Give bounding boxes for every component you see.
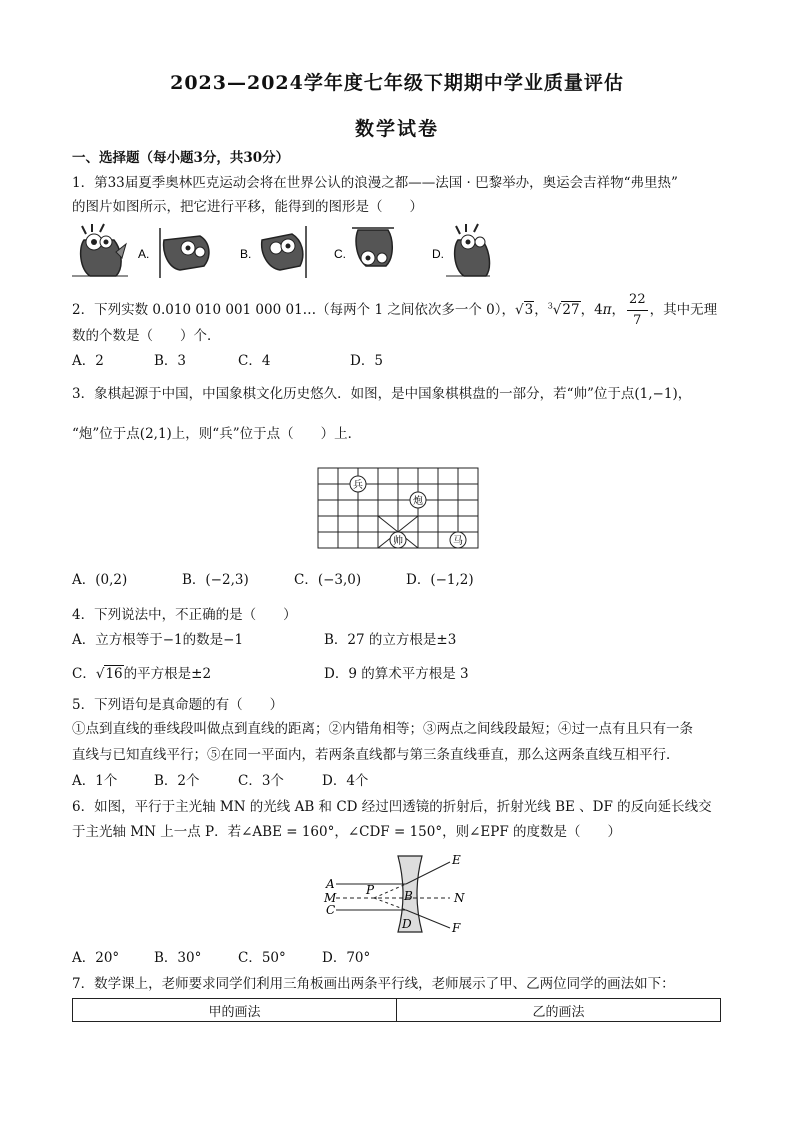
q4-option-c-suffix: 的平方根是±2 (123, 666, 212, 682)
q1-option-d-label: D. (432, 247, 444, 261)
q3-option-d: D．(−1,2) (406, 572, 474, 588)
q5-option-b: B．2个 (154, 773, 200, 789)
q5-option-c: C．3个 (238, 773, 284, 789)
q2-line2: 数的个数是（ ）个． (72, 328, 221, 344)
exam-title: 2023—2024学年度七年级下期期中学业质量评估 (170, 72, 624, 94)
label-c: C (326, 903, 336, 917)
q3-line2: “炮”位于点(2,1)上，则“兵”位于点（ ）上． (72, 426, 362, 442)
q4-option-c-radicand: 16 (105, 666, 123, 682)
q1-option-a-label: A. (138, 247, 150, 261)
mascot-option-d-icon (446, 224, 490, 276)
q6-line1: 6．如图，平行于主光轴 MN 的光线 AB 和 CD 经过凹透镜的折射后，折射光线 BE 、DF 的反向延长线交 (72, 799, 712, 815)
label-n: N (454, 891, 465, 905)
q4-option-d: D．9 的算术平方根是 3 (324, 666, 469, 682)
q6-option-c: C．50° (238, 950, 286, 966)
bing-label: 兵 (353, 480, 363, 491)
q1-option-b-label: B. (240, 247, 252, 261)
q2-option-c: C．4 (238, 353, 271, 369)
q6-option-a: A．20° (72, 950, 120, 966)
q1-option-c-label: C. (334, 247, 346, 261)
chess-board-figure (316, 466, 482, 552)
label-d: D (402, 917, 412, 931)
table-header-jia: 甲的画法 (73, 999, 397, 1022)
table-row (73, 999, 721, 1022)
q5-options (72, 771, 368, 791)
exam-subtitle: 数学试卷 (354, 118, 439, 140)
q2-text-b: ，其中无理 (649, 302, 718, 318)
label-b: B (404, 889, 413, 903)
q3-option-b: B．(−2,3) (182, 572, 249, 588)
q5-option-d: D．4个 (322, 773, 369, 789)
table-header-yi: 乙的画法 (397, 999, 721, 1022)
q7-stem: 7．数学课上，老师要求同学们利用三角板画出两条平行线，老师展示了甲、乙两位同学的画法如下： (72, 976, 675, 992)
q2-option-a: A．2 (72, 353, 104, 369)
q2-frac-num: 22 (627, 290, 648, 311)
chess-piece-shuai (390, 532, 406, 548)
q6-line2: 于主光轴 MN 上一点 P．若∠ABE = 160°，∠CDF = 150°，则∠EPF 的度数是（ ） (72, 824, 621, 840)
q3-option-a: A．(0,2) (72, 572, 128, 588)
q2-text-a: 2．下列实数 0.010 010 001 000 01…（每两个 1 之间依次多一个 0）， (72, 302, 515, 318)
section-heading: 一、选择题（每小题3分，共30分） (72, 150, 290, 166)
pao-label: 炮 (413, 496, 423, 507)
q2-sep2: ，4 (580, 302, 603, 318)
label-e: E (452, 853, 461, 867)
q5-stem: 5．下列语句是真命题的有（ ） (72, 697, 284, 713)
q3-option-c: C．(−3,0) (294, 572, 362, 588)
label-m: M (324, 891, 337, 905)
mascot-option-a-icon (160, 228, 209, 278)
q2-cbrt-index: 3 (547, 301, 553, 311)
q6-options (72, 948, 370, 968)
q5-line2: 直线与已知直线平行；⑤在同一平面内，若两条直线都与第三条直线垂直，那么这两条直线互相平行． (72, 747, 680, 763)
q5-option-a: A．1个 (72, 773, 118, 789)
q4-option-c: C．√16的平方根是±2 (72, 666, 212, 682)
q2-frac-den: 7 (633, 313, 642, 328)
concave-lens-figure (322, 848, 472, 938)
q2-option-b: B．3 (154, 353, 187, 369)
q5-line1: ①点到直线的垂线段叫做点到直线的距离；②内错角相等；③两点之间线段最短；④过一点有且只有一条 (72, 721, 693, 737)
chess-piece-bing (350, 476, 366, 492)
ma-label: 马 (453, 536, 463, 547)
q2-option-d: D．5 (350, 353, 383, 369)
q4-stem: 4．下列说法中，不正确的是（ ） (72, 607, 297, 623)
mascot-option-c-icon (352, 228, 394, 266)
label-a: A (326, 877, 335, 891)
q2-sep1: ， (534, 302, 548, 318)
q2-fraction (627, 290, 648, 331)
mascot-original-icon (72, 224, 128, 276)
chess-piece-pao (410, 492, 426, 508)
q7-method-table (72, 998, 721, 1022)
q2-line1: 2．下列实数 0.010 010 001 000 01…（每两个 1 之间依次多一个 0），√3，$^3$√27，4π， $\frac{22}{7}$ ，其中无理 (72, 290, 717, 331)
q6-option-d: D．70° (322, 950, 371, 966)
q4-option-a: A．立方根等于−1的数是−1 (72, 632, 244, 648)
q1-line2: 的图片如图所示，把它进行平移，能得到的图形是（ ） (72, 199, 423, 215)
label-f: F (452, 921, 461, 935)
q1-line1: 1．第33届夏季奥林匹克运动会将在世界公认的浪漫之都——法国 · 巴黎举办，奥运会吉祥物“弗里热” (72, 175, 678, 191)
shuai-label: 帅 (393, 536, 403, 547)
q4-option-c-prefix: C． (72, 666, 96, 682)
q4-option-b: B．27 的立方根是±3 (324, 632, 457, 648)
q2-cbrt27: 27 (562, 302, 580, 318)
q3-line1: 3．象棋起源于中国，中国象棋文化历史悠久．如图，是中国象棋棋盘的一部分，若“帅”位于点(1,−1)， (72, 386, 692, 402)
q2-sep3: ， (611, 302, 626, 318)
mascot-option-b-icon (262, 226, 306, 278)
q2-pi: π (602, 302, 612, 318)
label-p: P (366, 883, 375, 897)
q1-mascot-figures (72, 222, 492, 280)
q6-option-b: B．30° (154, 950, 202, 966)
q2-options (72, 351, 383, 371)
q3-options (72, 570, 474, 590)
q2-sqrt3: 3 (524, 302, 534, 318)
chess-piece-ma (450, 532, 466, 548)
